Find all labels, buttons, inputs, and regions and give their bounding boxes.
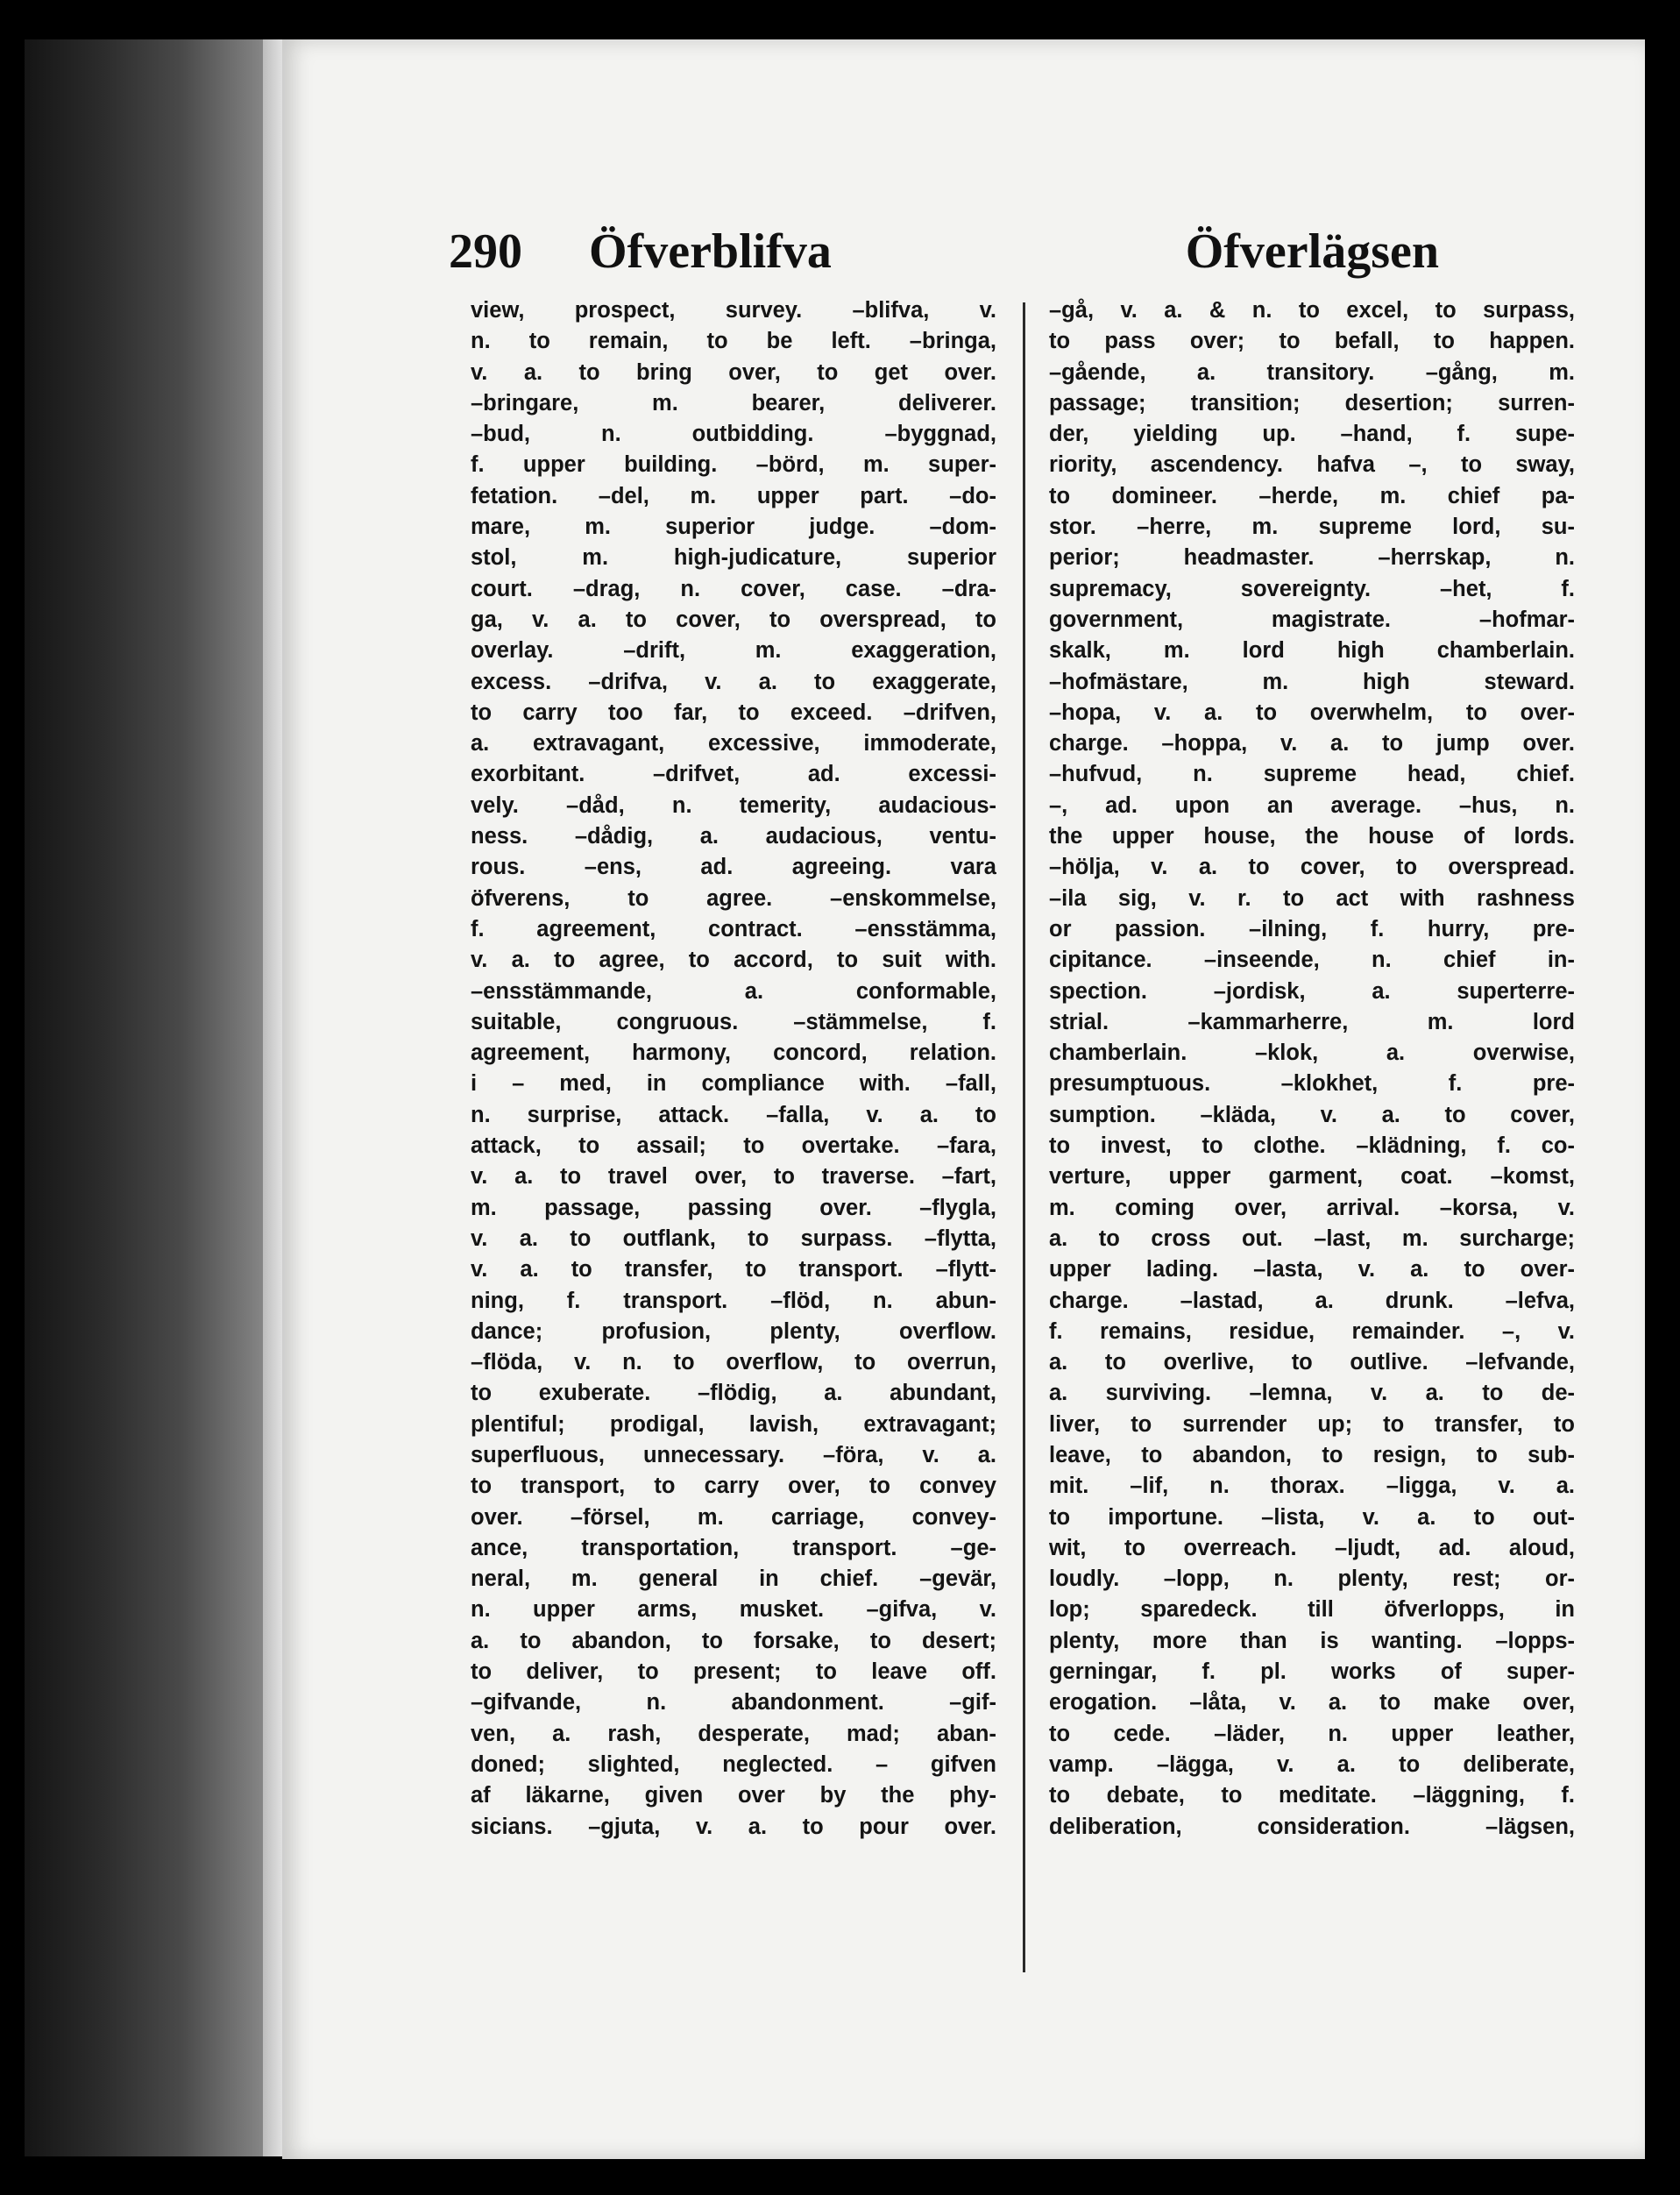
entry-line: der, yielding up. –hand, f. supe- xyxy=(1049,422,1575,447)
entry-line: f. remains, residue, remainder. –, v. xyxy=(1049,1318,1575,1344)
entry-line: af läkarne, given over by the phy- xyxy=(471,1783,996,1808)
entry-line: skalk, m. lord high chamberlain. xyxy=(1049,638,1575,664)
entry-line: –ensstämmande, a. conformable, xyxy=(471,978,996,1004)
entry-line: sicians. –gjuta, v. a. to pour over. xyxy=(471,1814,996,1839)
entry-line: to cede. –läder, n. upper leather, xyxy=(1049,1721,1575,1746)
entry-line: ness. –dådig, a. audacious, ventu- xyxy=(471,824,996,849)
entry-line: a. to overlive, to outlive. –lefvande, xyxy=(1049,1350,1575,1375)
entry-line: –ila sig, v. r. to act with rashness xyxy=(1049,885,1575,911)
entry-line: chamberlain. –klok, a. overwise, xyxy=(1049,1041,1575,1066)
entry-line: –hufvud, n. supreme head, chief. xyxy=(1049,762,1575,787)
right-column xyxy=(1049,295,1575,2005)
entry-line: charge. –hoppa, v. a. to jump over. xyxy=(1049,731,1575,757)
entry-line: v. a. to travel over, to traverse. –fart, xyxy=(471,1164,996,1190)
entry-line: to invest, to clothe. –klädning, f. co- xyxy=(1049,1133,1575,1159)
entry-line: presumptuous. –klokhet, f. pre- xyxy=(1049,1071,1575,1097)
entry-line: to pass over; to befall, to happen. xyxy=(1049,329,1575,354)
entry-line: stol, m. high-judicature, superior xyxy=(471,545,996,571)
entry-line: v. a. to transfer, to transport. –flytt- xyxy=(471,1257,996,1282)
entry-line: erogation. –låta, v. a. to make over, xyxy=(1049,1690,1575,1716)
entry-line: –bringare, m. bearer, deliverer. xyxy=(471,390,996,416)
entry-line: –gifvande, n. abandonment. –gif- xyxy=(471,1690,996,1716)
entry-line: passage; transition; desertion; surren- xyxy=(1049,390,1575,416)
entry-line: v. a. to outflank, to surpass. –flytta, xyxy=(471,1225,996,1251)
entry-line: plentiful; prodigal, lavish, extravagant; xyxy=(471,1411,996,1437)
entry-line: supremacy, sovereignty. –het, f. xyxy=(1049,576,1575,601)
entry-line: spection. –jordisk, a. superterre- xyxy=(1049,978,1575,1004)
entry-line: –gående, a. transitory. –gång, m. xyxy=(1049,359,1575,385)
entry-line: government, magistrate. –hofmar- xyxy=(1049,607,1575,632)
entry-line: i – med, in compliance with. –fall, xyxy=(471,1071,996,1097)
entry-line: superfluous, unnecessary. –föra, v. a. xyxy=(471,1442,996,1467)
entry-line: rous. –ens, ad. agreeing. vara xyxy=(471,855,996,880)
entry-line: leave, to abandon, to resign, to sub- xyxy=(1049,1442,1575,1467)
entry-line: –, ad. upon an average. –hus, n. xyxy=(1049,792,1575,818)
entry-line: m. coming over, arrival. –korsa, v. xyxy=(1049,1195,1575,1220)
entry-line: plenty, more than is wanting. –lopps- xyxy=(1049,1628,1575,1653)
right-guide-word: Öfverlägsen xyxy=(1185,224,1439,279)
entry-line: attack, to assail; to overtake. –fara, xyxy=(471,1133,996,1159)
entry-line: –hofmästare, m. high steward. xyxy=(1049,669,1575,694)
left-guide-word: Öfverblifva xyxy=(589,224,832,279)
entry-line: mare, m. superior judge. –dom- xyxy=(471,515,996,540)
entry-line: verture, upper garment, coat. –komst, xyxy=(1049,1164,1575,1190)
entry-line: upper lading. –lasta, v. a. to over- xyxy=(1049,1257,1575,1282)
entry-line: agreement, harmony, concord, relation. xyxy=(471,1041,996,1066)
column-divider xyxy=(1023,302,1025,1972)
entry-line: mit. –lif, n. thorax. –ligga, v. a. xyxy=(1049,1474,1575,1499)
entry-line: –gå, v. a. & n. to excel, to surpass, xyxy=(1049,298,1575,323)
entry-line: vely. –dåd, n. temerity, audacious- xyxy=(471,792,996,818)
entry-line: v. a. to agree, to accord, to suit with. xyxy=(471,948,996,973)
entry-line: exorbitant. –drifvet, ad. excessi- xyxy=(471,762,996,787)
entry-line: ven, a. rash, desperate, mad; aban- xyxy=(471,1721,996,1746)
entry-line: cipitance. –inseende, n. chief in- xyxy=(1049,948,1575,973)
entry-line: suitable, congruous. –stämmelse, f. xyxy=(471,1009,996,1034)
entry-line: sumption. –kläda, v. a. to cover, xyxy=(1049,1102,1575,1127)
entry-line: deliberation, consideration. –lägsen, xyxy=(1049,1814,1575,1839)
entry-line: –bud, n. outbidding. –byggnad, xyxy=(471,422,996,447)
entry-line: ga, v. a. to cover, to overspread, to xyxy=(471,607,996,632)
entry-line: neral, m. general in chief. –gevär, xyxy=(471,1566,996,1592)
running-head xyxy=(449,224,1439,294)
page-edge xyxy=(263,39,284,2156)
entry-line: to transport, to carry over, to convey xyxy=(471,1474,996,1499)
entry-line: strial. –kammarherre, m. lord xyxy=(1049,1009,1575,1034)
entry-line: f. agreement, contract. –ensstämma, xyxy=(471,916,996,941)
entry-line: n. surprise, attack. –falla, v. a. to xyxy=(471,1102,996,1127)
entry-line: lop; sparedeck. till öfverlopps, in xyxy=(1049,1597,1575,1623)
page-number: 290 xyxy=(449,224,522,279)
entry-line: to deliver, to present; to leave off. xyxy=(471,1659,996,1685)
entry-line: overlay. –drift, m. exaggeration, xyxy=(471,638,996,664)
entry-line: dance; profusion, plenty, overflow. xyxy=(471,1318,996,1344)
book-spine xyxy=(25,39,287,2156)
left-column xyxy=(471,295,996,2005)
dictionary-page xyxy=(282,39,1645,2159)
entry-line: vamp. –lägga, v. a. to deliberate, xyxy=(1049,1751,1575,1777)
entry-line: fetation. –del, m. upper part. –do- xyxy=(471,483,996,508)
entry-line: v. a. to bring over, to get over. xyxy=(471,359,996,385)
entry-line: ance, transportation, transport. –ge- xyxy=(471,1535,996,1560)
entry-line: to debate, to meditate. –läggning, f. xyxy=(1049,1783,1575,1808)
entry-line: n. upper arms, musket. –gifva, v. xyxy=(471,1597,996,1623)
entry-line: –flöda, v. n. to overflow, to overrun, xyxy=(471,1350,996,1375)
entry-line: –hopa, v. a. to overwhelm, to over- xyxy=(1049,700,1575,725)
entry-line: excess. –drifva, v. a. to exaggerate, xyxy=(471,669,996,694)
entry-line: or passion. –ilning, f. hurry, pre- xyxy=(1049,916,1575,941)
entry-line: over. –försel, m. carriage, convey- xyxy=(471,1504,996,1530)
entry-line: perior; headmaster. –herrskap, n. xyxy=(1049,545,1575,571)
entry-line: wit, to overreach. –ljudt, ad. aloud, xyxy=(1049,1535,1575,1560)
entry-line: to domineer. –herde, m. chief pa- xyxy=(1049,483,1575,508)
entry-line: the upper house, the house of lords. xyxy=(1049,824,1575,849)
entry-line: stor. –herre, m. supreme lord, su- xyxy=(1049,515,1575,540)
entry-line: charge. –lastad, a. drunk. –lefva, xyxy=(1049,1288,1575,1313)
entry-line: f. upper building. –börd, m. super- xyxy=(471,452,996,478)
entry-line: view, prospect, survey. –blifva, v. xyxy=(471,298,996,323)
entry-line: to carry too far, to exceed. –drifven, xyxy=(471,700,996,725)
entry-line: doned; slighted, neglected. – gifven xyxy=(471,1751,996,1777)
entry-line: n. to remain, to be left. –bringa, xyxy=(471,329,996,354)
entry-line: to exuberate. –flödig, a. abundant, xyxy=(471,1381,996,1406)
entry-line: m. passage, passing over. –flygla, xyxy=(471,1195,996,1220)
entry-line: –hölja, v. a. to cover, to overspread. xyxy=(1049,855,1575,880)
entry-line: liver, to surrender up; to transfer, to xyxy=(1049,1411,1575,1437)
entry-line: riority, ascendency. hafva –, to sway, xyxy=(1049,452,1575,478)
entry-line: a. surviving. –lemna, v. a. to de- xyxy=(1049,1381,1575,1406)
entry-line: a. to abandon, to forsake, to desert; xyxy=(471,1628,996,1653)
entry-line: a. extravagant, excessive, immoderate, xyxy=(471,731,996,757)
entry-line: ning, f. transport. –flöd, n. abun- xyxy=(471,1288,996,1313)
entry-line: gerningar, f. pl. works of super- xyxy=(1049,1659,1575,1685)
entry-line: to importune. –lista, v. a. to out- xyxy=(1049,1504,1575,1530)
entry-line: öfverens, to agree. –enskommelse, xyxy=(471,885,996,911)
entry-line: a. to cross out. –last, m. surcharge; xyxy=(1049,1225,1575,1251)
entry-line: loudly. –lopp, n. plenty, rest; or- xyxy=(1049,1566,1575,1592)
entry-line: court. –drag, n. cover, case. –dra- xyxy=(471,576,996,601)
